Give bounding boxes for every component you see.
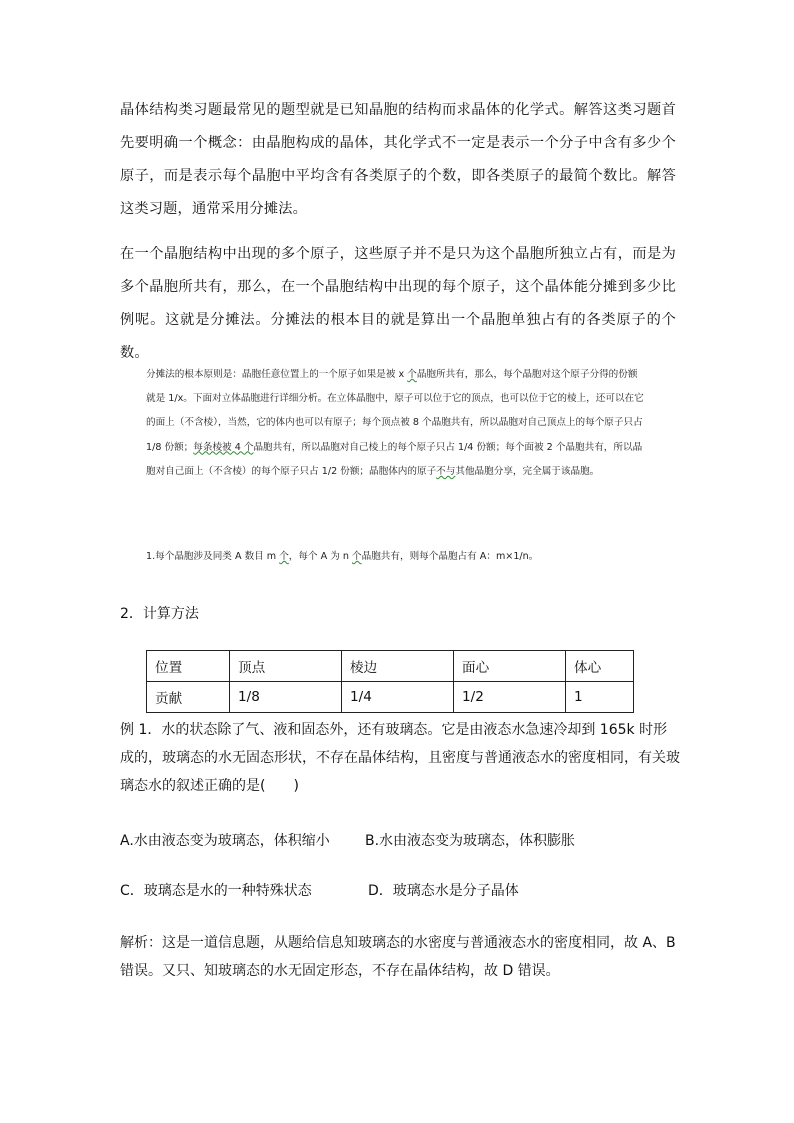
- option-a: A.水由液态变为玻璃态，体积缩小: [120, 833, 330, 849]
- table-cell: 顶点: [230, 651, 342, 682]
- principle-text-d: 每条棱被 4 个: [193, 441, 254, 453]
- table-cell: 位置: [147, 651, 230, 682]
- table-cell: 1: [566, 682, 634, 713]
- rule-1-text-b: 个: [279, 551, 289, 562]
- principle-text-f: 不与: [436, 465, 456, 477]
- option-c: C．玻璃态是水的一种特殊状态: [120, 883, 312, 899]
- rule-1-text-d: 个: [352, 551, 362, 562]
- table-row: [147, 682, 634, 713]
- principle-paragraph: [146, 363, 646, 484]
- principle-text-b: 个: [407, 369, 417, 380]
- contribution-table: [146, 650, 634, 713]
- table-cell: 1/8: [230, 682, 342, 713]
- table-cell: 面心: [454, 651, 566, 682]
- table-cell: 贡献: [147, 682, 230, 713]
- table-cell: 1/4: [342, 682, 454, 713]
- intro-paragraph-1: 晶体结构类习题最常见的题型就是已知晶胞的结构而求晶体的化学式。解答这类习题首先要明确一个概念：由晶胞构成的晶体，其化学式不一定是表示一个分子中含有多少个原子，而是表示每个晶胞中平均含有各类原子的个数，即各类原子的最简个数比。解答这类习题，通常采用分摊法。: [120, 102, 676, 217]
- principle-text-g: 其他晶胞分享，完全属于该晶胞。: [455, 465, 600, 477]
- intro-paragraph-2: 在一个晶胞结构中出现的多个原子，这些原子并不是只为这个晶胞所独立占有，而是为多个晶胞所共有，那么，在一个晶胞结构中出现的每个原子，这个晶体能分摊到多少比例呢。这就是分摊法。分摊法的根本目的就是算出一个晶胞单独占有的各类原子的个数。: [120, 246, 676, 361]
- example-question: 例 1．水的状态除了气、液和固态外，还有玻璃态。它是由液态水急速冷却到 165k 时形成的，玻璃态的水无固态形状，不存在晶体结构，且密度与普通液态水的密度相同，有关玻璃态水的叙述正确的是( ): [120, 722, 680, 794]
- analysis-paragraph: 解析：这是一道信息题，从题给信息知玻璃态的水密度与普通液态水的密度相同，故 A、B 错误。又只、知玻璃态的水无固定形态，不存在晶体结构，故 D 错误。: [120, 935, 676, 979]
- rule-1-text-e: 晶胞共有，则每个晶胞占有 A：m×1/n。: [361, 551, 539, 562]
- option-d: D．玻璃态水是分子晶体: [368, 883, 519, 899]
- table-header-row: [147, 651, 634, 682]
- rule-1-text-a: 1.每个晶胞涉及同类 A 数目 m: [146, 551, 280, 562]
- principle-text-c: 晶胞所共有，那么，每个晶胞对这个原子分得的份额就是 1/x。下面对立体晶胞进行详细分析。在立体晶胞中，原子可以位于它的顶点，也可以位于它的棱上，还可以在它的面上（不含棱），当然，它的体内也可以有原子；每个顶点被 8 个晶胞共有，所以晶胞对自己顶点上的每个原子只占 1/8 份额；: [146, 369, 644, 453]
- rule-1-text-c: ，每个 A 为 n: [288, 551, 353, 562]
- principle-text-e: 晶胞共有，所以晶胞对自己棱上的每个原子只占 1/4 份额；每个面被 2 个晶胞共有，所以晶胞对自己面上（不含棱）的每个原子只占 1/2 份额；晶胞体内的原子: [146, 441, 643, 477]
- option-b: B.水由液态变为玻璃态，体积膨胀: [365, 833, 576, 849]
- principle-text-a: 分摊法的根本原则是：晶胞任意位置上的一个原子如果是被 x: [146, 369, 408, 380]
- rule-1: [146, 545, 646, 569]
- table-cell: 棱边: [342, 651, 454, 682]
- table-cell: 体心: [566, 651, 634, 682]
- method-heading: 2．计算方法: [120, 606, 199, 622]
- table-cell: 1/2: [454, 682, 566, 713]
